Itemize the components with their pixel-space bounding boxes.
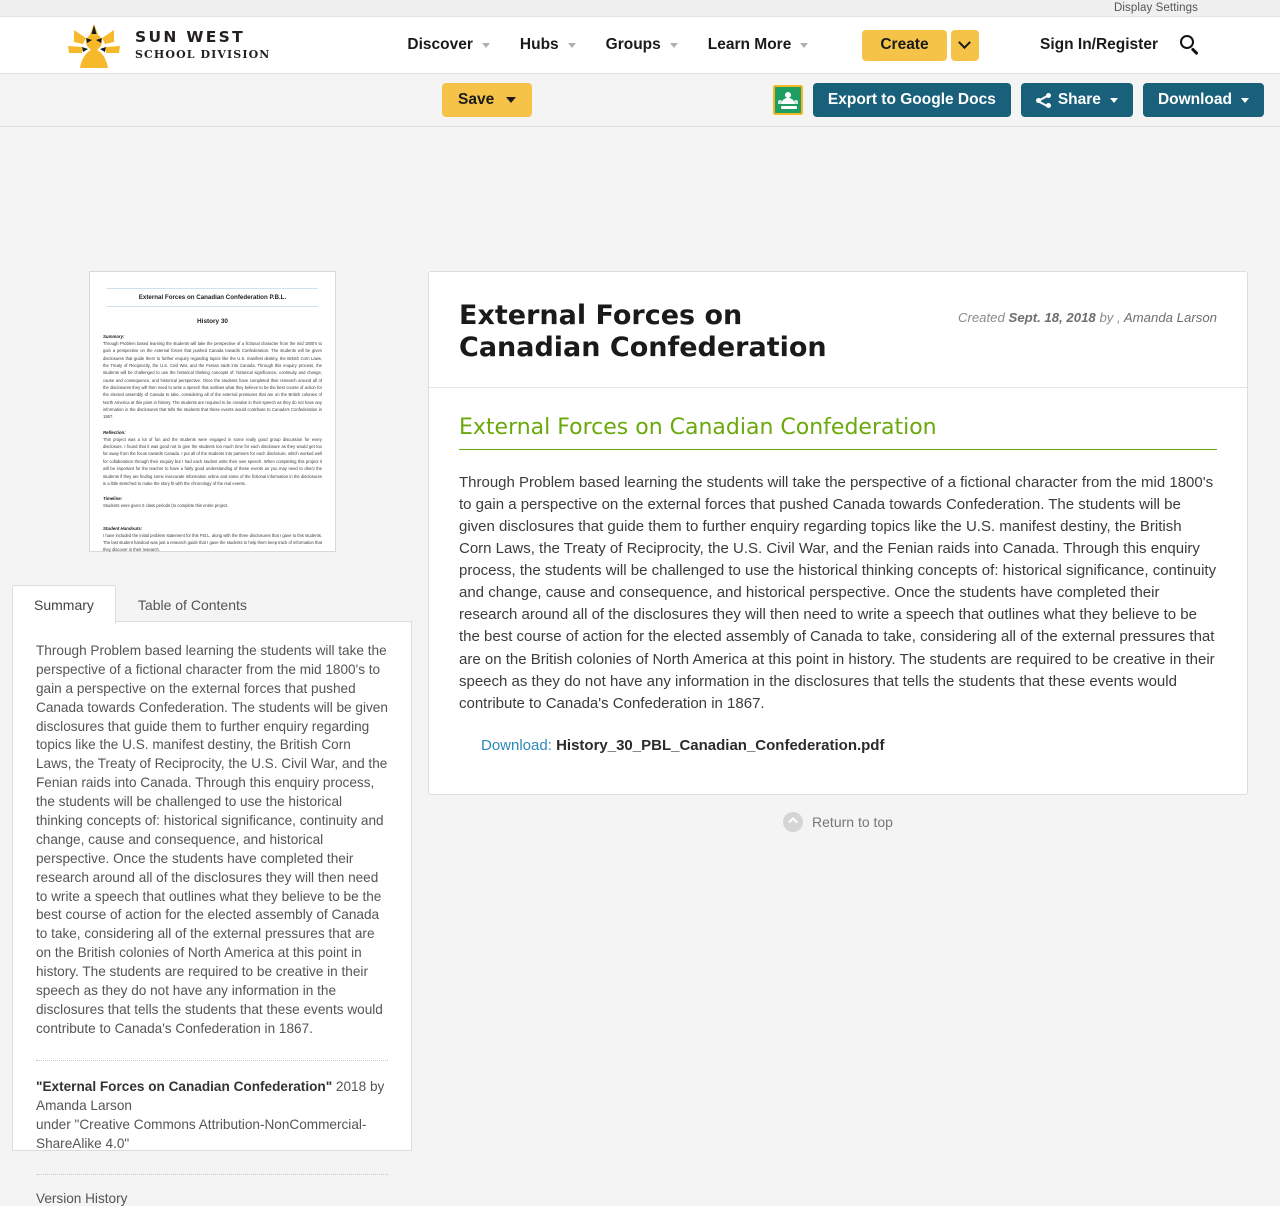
author-name: Amanda Larson <box>1123 310 1217 325</box>
tab-summary[interactable]: Summary <box>12 585 116 624</box>
document-thumbnail-preview[interactable] <box>89 271 336 552</box>
download-link-label[interactable]: Download: <box>481 736 552 754</box>
save-button-label: Save <box>458 91 495 108</box>
primary-nav <box>392 30 978 61</box>
thumbnail-section-text: Students were given 5 class periods (to complete this entire project. <box>103 503 229 509</box>
thumbnail-section-heading: Reflection: <box>103 429 126 435</box>
thumbnail-title: External Forces on Canadian Confederation P.B.L. <box>107 288 318 307</box>
right-column <box>428 127 1280 1022</box>
search-icon[interactable] <box>1180 35 1200 55</box>
thumbnail-section-heading: Timeline: <box>103 496 123 502</box>
display-settings-link[interactable]: Display Settings <box>1113 2 1198 14</box>
brand-wordmark <box>135 30 270 60</box>
chevron-down-icon <box>482 43 490 48</box>
created-meta <box>958 300 1217 325</box>
download-line <box>481 737 1217 754</box>
save-button[interactable] <box>442 83 532 117</box>
citation-rest: 2018 by Amanda Larson <box>36 1078 385 1113</box>
summary-panel <box>12 621 412 1206</box>
created-by-text: by , <box>1095 310 1124 325</box>
citation-license: under "Creative Commons Attribution-NonCommercial-ShareAlike 4.0" <box>36 1116 367 1151</box>
share-icon <box>1036 93 1051 108</box>
citation-block <box>36 1077 388 1153</box>
create-button-group <box>862 30 978 61</box>
nav-item-hubs[interactable] <box>505 30 591 60</box>
google-classroom-icon[interactable] <box>773 85 803 115</box>
document-body-text: Through Problem based learning the students will take the perspective of a fictional character from the mid 1800's to gain a perspective on the external forces that pushed Canada towards Confederation. The students will be given disclosures that guide them to further enquiry regarding topics like the U.S. manifest destiny, the British Corn Laws, the Treaty of Reciprocity, the U.S. Civil War, and the Fenian raids into Canada. Through this enquiry process, the students will be challenged to use the historical thinking concepts of: historical significance, continuity and change, cause and consequence, and historical perspective. Once the students have completed their research around all of the disclosures they will then need to write a speech that outlines what they believe to be the best course of action for the elected assembly of Canada to take, considering all of the external pressures that are on the British colonies of North America at this point in history. The students are required to be creative in their speech as they do not have any information in the disclosures that tells the students that these events would contribute to Canada's Confederation in 1867. <box>459 474 1217 712</box>
create-dropdown-toggle[interactable] <box>951 30 979 61</box>
nav-item-discover[interactable] <box>392 30 504 60</box>
brand-line-1: SUN WEST <box>135 28 245 47</box>
left-column <box>0 127 428 1206</box>
toolbar-right-group <box>773 83 1264 117</box>
chevron-down-icon <box>800 43 808 48</box>
sun-west-sun-icon <box>64 22 124 68</box>
page-title: External Forces on Canadian Confederation <box>459 300 827 363</box>
brand-logo-link[interactable] <box>64 22 270 68</box>
share-button-label: Share <box>1057 91 1101 108</box>
thumbnail-section-text: I have included the initial problem statement for this P.B.L. along with the three disclosures that I gave to this students. The last student handout was just a research guide that I gave the students to help them keep track of information that they discover in their research. <box>103 532 322 553</box>
brand-line-2: SCHOOL DIVISION <box>135 47 271 61</box>
chevron-up-circle-icon <box>783 812 803 832</box>
created-prefix: Created <box>957 310 1009 325</box>
document-card <box>428 271 1248 795</box>
tab-table-of-contents[interactable]: Table of Contents <box>137 597 247 613</box>
sign-in-register-link[interactable]: Sign In/Register <box>1040 36 1158 53</box>
divider <box>36 1174 388 1175</box>
nav-label-groups: Groups <box>605 36 661 53</box>
document-section-heading: External Forces on Canadian Confederation <box>459 415 1217 450</box>
nav-item-learn-more[interactable] <box>693 30 824 60</box>
divider <box>36 1060 388 1061</box>
caret-down-icon <box>506 97 516 103</box>
share-button[interactable] <box>1021 83 1133 117</box>
nav-label-learn-more: Learn More <box>707 36 792 53</box>
return-to-top-label: Return to top <box>812 813 893 830</box>
utility-bar <box>0 0 1280 17</box>
nav-label-hubs: Hubs <box>519 36 559 53</box>
thumbnail-subtitle: History 30 <box>197 318 228 325</box>
version-history-label[interactable]: Version History <box>36 1190 128 1206</box>
thumbnail-section-text: This project was a lot of fun and the students were engaged in some really good group discussion for every disclosure. I found that it was good not to give the students too much time for each disclosure as they would get too far away from the focus towards Canada. I put all of the students into partners for each disclosure, which worked well for collaboration through their enquiry but I had each student write their own speech. When completing this project it will be important for the teacher to have a fairly good understanding of these events as you may need to direct the students if they are finding some inaccurate information online and some of the fictional information in the disclosures is a little stretched to make the story fit with the chronology of the real events. <box>103 436 322 486</box>
caret-down-icon <box>1241 98 1249 103</box>
download-button-label: Download <box>1157 91 1232 108</box>
summary-tabs <box>12 585 269 624</box>
thumbnail-section-text: Through Problem based learning the students will take the perspective of a fictional character from the mid 1800's to gain a perspective on the external forces that pushed Canada towards Confederation. The students will be given disclosures that guide them to further enquiry regarding topics like the U.S. manifest destiny, the British Corn Laws, the Treaty of Reciprocity, the U.S. Civil War, and the Fenian raids into Canada. Through this enquiry process, the students will be challenged to use the historical thinking concepts of: historical significance, continuity and change, cause and consequence, and historical perspective. Once the students have completed their research around all of the disclosures they will then need to write a speech that outlines what they believe to be the best course of action for the elected assembly of Canada to take, considering all of the external pressures that are on the British colonies of North America at this point in history. The students are required to be creative in their speech as they do not have any information in the disclosures that tells the students that these events would contribute to Canada's Confederation in 1867. <box>103 341 322 420</box>
download-file-name[interactable]: History_30_PBL_Canadian_Confederation.pdf <box>556 736 885 754</box>
nav-item-groups[interactable] <box>591 30 693 60</box>
download-button[interactable] <box>1143 83 1264 117</box>
document-card-body <box>429 388 1247 794</box>
thumbnail-section-heading: Summary: <box>103 334 125 339</box>
caret-down-icon <box>1110 98 1118 103</box>
document-card-header <box>429 272 1247 388</box>
page-body <box>0 127 1280 1206</box>
chevron-down-icon <box>670 43 678 48</box>
created-date: Sept. 18, 2018 <box>1008 310 1096 325</box>
nav-right-group <box>1040 35 1200 55</box>
create-button[interactable]: Create <box>862 30 946 61</box>
main-navbar <box>0 17 1280 74</box>
chevron-down-icon <box>958 36 971 49</box>
action-toolbar <box>0 74 1280 127</box>
citation-title: "External Forces on Canadian Confederation" <box>36 1078 333 1094</box>
chevron-down-icon <box>568 43 576 48</box>
export-button-label: Export to Google Docs <box>827 91 996 108</box>
thumbnail-section-heading: Student Handouts: <box>103 525 143 531</box>
export-to-google-docs-button[interactable] <box>813 83 1011 117</box>
nav-label-discover: Discover <box>407 36 473 53</box>
return-to-top-button[interactable] <box>428 812 1248 832</box>
summary-text: Through Problem based learning the students will take the perspective of a fictional character from the mid 1800's to gain a perspective on the external forces that pushed Canada towards Confederation. The students will be given disclosures that guide them to further enquiry regarding topics like the U.S. manifest destiny, the British Corn Laws, the Treaty of Reciprocity, the U.S. Civil War, and the Fenian raids into Canada. Through this enquiry process, the students will be challenged to use the historical thinking concepts of: historical significance, continuity and change, cause and consequence, and historical perspective. Once the students have completed their research around all of the disclosures they will then need to write a speech that outlines what they believe to be the best course of action for the elected assembly of Canada to take, considering all of the external pressures that are on the British colonies of North America at this point in history. The students are required to be creative in their speech as they do not have any information in the disclosures that tells the students that these events would contribute to Canada's Confederation in 1867. <box>36 643 388 1036</box>
